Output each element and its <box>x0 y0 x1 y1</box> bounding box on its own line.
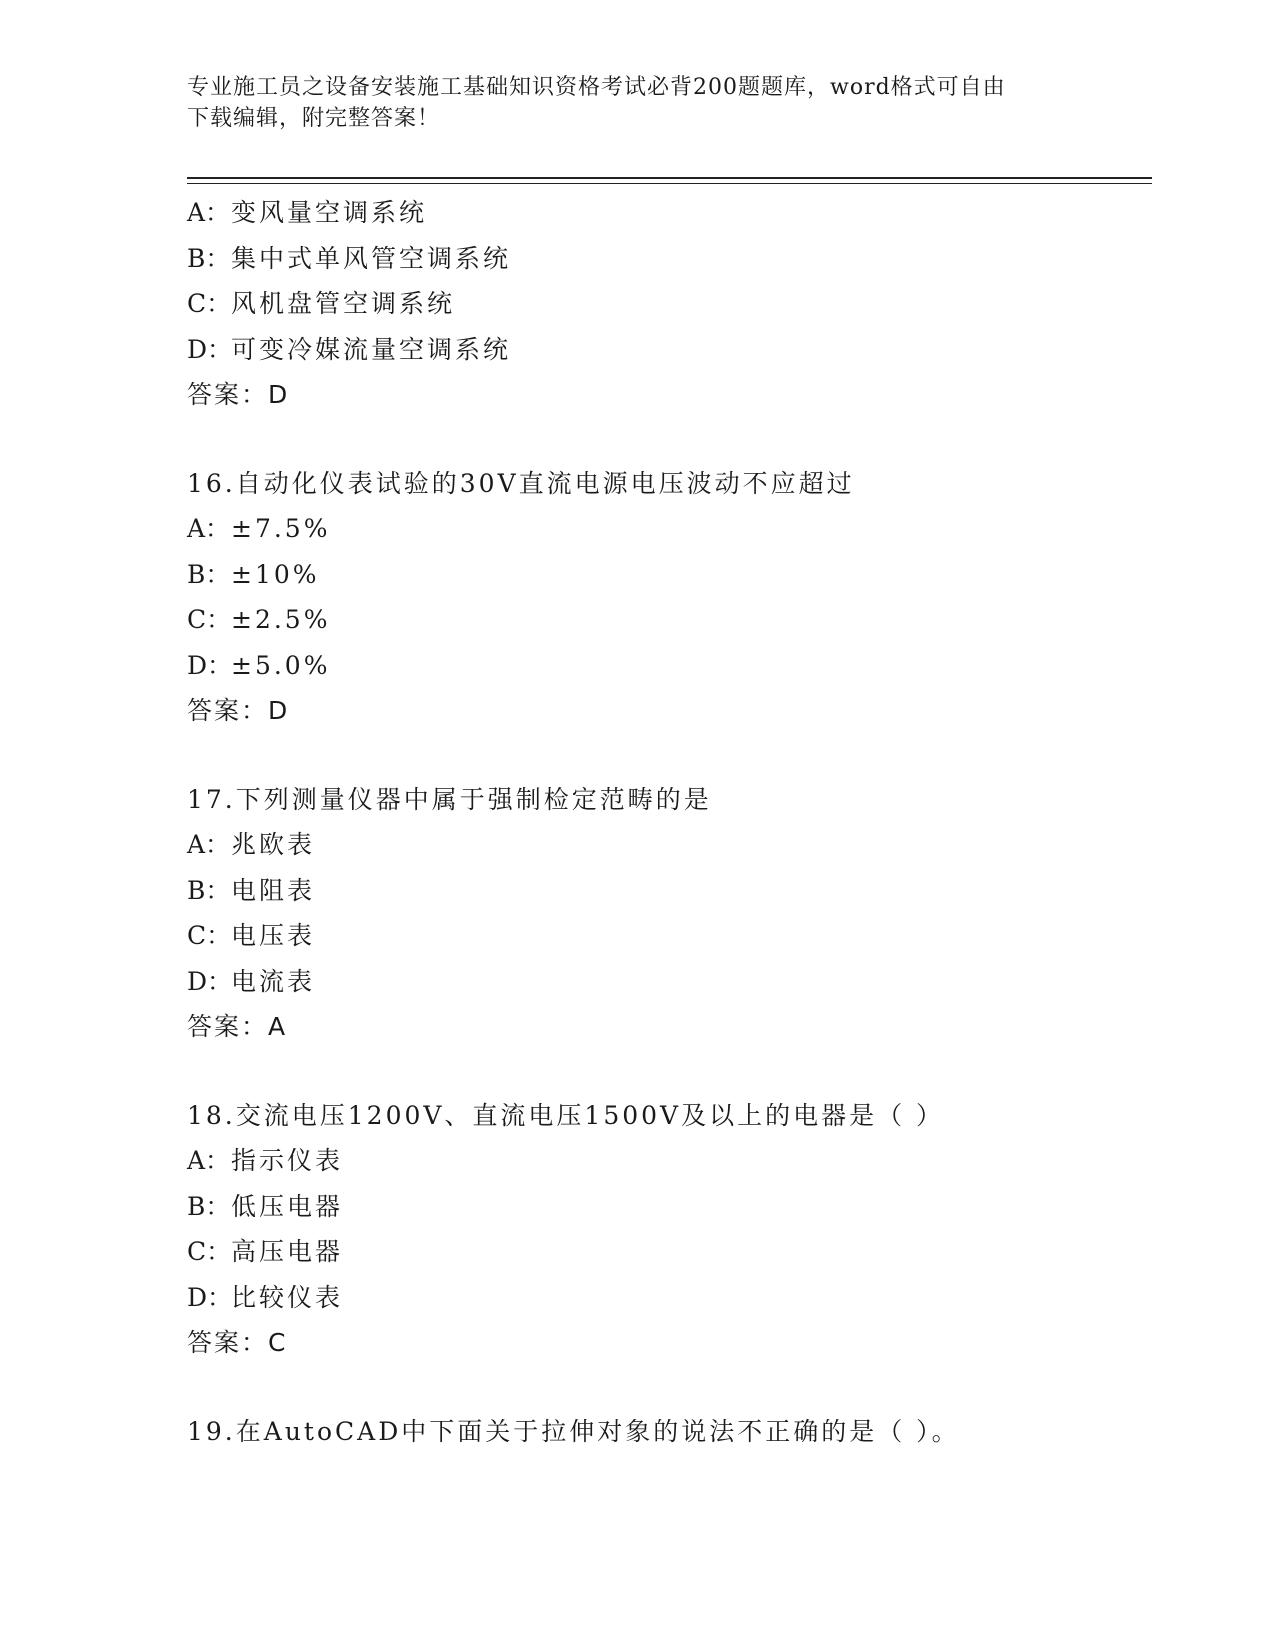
option-c: C：电压表 <box>187 921 316 950</box>
option-b: B：±10% <box>187 559 320 589</box>
option-a: A：±7.5% <box>187 514 331 543</box>
answer-line: 答案：D <box>187 696 290 725</box>
answer-line: 答案：C <box>187 1328 288 1357</box>
option-a: A：变风量空调系统 <box>187 198 428 227</box>
option-d: D：±5.0% <box>187 650 331 680</box>
document-header <box>187 72 1067 134</box>
option-b: B：集中式单风管空调系统 <box>187 243 512 273</box>
question-block-19 <box>187 1409 1152 1455</box>
question-block-15 <box>187 190 1152 418</box>
option-a: A：兆欧表 <box>187 830 316 859</box>
question-text: 16.自动化仪表试验的30V直流电源电压波动不应超过 <box>187 468 855 498</box>
option-d: D：电流表 <box>187 966 316 996</box>
question-text: 18.交流电压1200V、直流电压1500V及以上的电器是（ ） <box>187 1100 945 1130</box>
question-block-16 <box>187 461 1152 734</box>
option-b: B：低压电器 <box>187 1191 344 1221</box>
option-d: D：比较仪表 <box>187 1282 344 1312</box>
question-block-17 <box>187 777 1152 1050</box>
question-text: 19.在AutoCAD中下面关于拉伸对象的说法不正确的是（ ）。 <box>187 1416 960 1446</box>
option-c: C：风机盘管空调系统 <box>187 289 456 318</box>
header-divider-thin <box>187 183 1152 184</box>
header-divider-thick <box>187 177 1152 179</box>
option-c: C：±2.5% <box>187 605 331 634</box>
answer-line: 答案：A <box>187 1012 288 1041</box>
option-a: A：指示仪表 <box>187 1146 344 1175</box>
option-b: B：电阻表 <box>187 875 316 905</box>
option-d: D：可变冷媒流量空调系统 <box>187 334 512 364</box>
header-line-2: 下载编辑，附完整答案！ <box>187 106 441 131</box>
option-c: C：高压电器 <box>187 1237 344 1266</box>
answer-line: 答案：D <box>187 380 290 409</box>
header-line-1: 专业施工员之设备安装施工基础知识资格考试必背200题题库，word格式可自由 <box>187 75 1006 100</box>
question-text: 17.下列测量仪器中属于强制检定范畴的是 <box>187 784 712 814</box>
question-block-18 <box>187 1093 1152 1366</box>
question-list <box>187 190 1152 1454</box>
